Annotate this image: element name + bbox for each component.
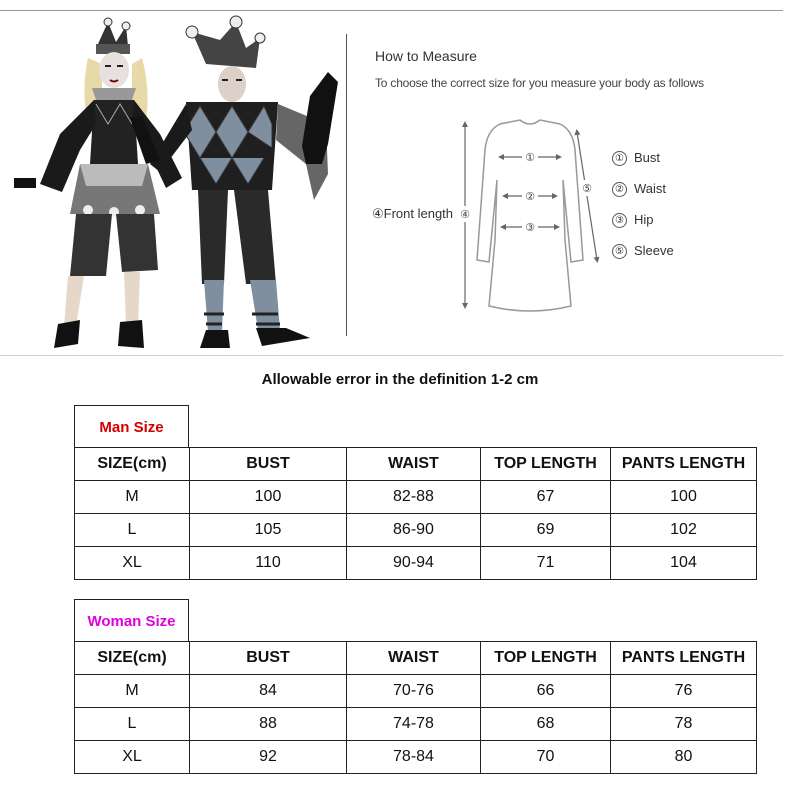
table-header-row	[75, 448, 757, 481]
header-cell: TOP LENGTH	[481, 448, 611, 481]
table-cell: M	[75, 481, 190, 514]
table-cell: 104	[611, 547, 757, 580]
table-cell: M	[75, 675, 190, 708]
header-cell: BUST	[190, 448, 347, 481]
table-cell: L	[75, 708, 190, 741]
table-cell: 82-88	[347, 481, 481, 514]
legend-bust	[612, 150, 660, 166]
legend-hip	[612, 212, 654, 228]
vertical-divider	[346, 34, 347, 336]
table-cell: XL	[75, 547, 190, 580]
table-row	[75, 481, 757, 514]
table-cell: 100	[190, 481, 347, 514]
table-row	[75, 547, 757, 580]
header-cell: SIZE(cm)	[75, 642, 190, 675]
front-length-marker: ④	[460, 208, 470, 221]
legend-number: ⑤	[612, 244, 627, 259]
table-cell: 84	[190, 675, 347, 708]
table-cell: 74-78	[347, 708, 481, 741]
waist-marker: ②	[525, 190, 535, 203]
table-header-row	[75, 642, 757, 675]
woman-figure	[14, 18, 182, 348]
table-row	[75, 741, 757, 774]
legend-number: ③	[612, 213, 627, 228]
table-cell: 88	[190, 708, 347, 741]
table-cell: 76	[611, 675, 757, 708]
bust-marker: ①	[525, 151, 535, 164]
section-divider	[0, 355, 783, 356]
legend-sleeve	[612, 243, 674, 259]
legend-number: ①	[612, 151, 627, 166]
table-row	[75, 675, 757, 708]
table-cell: 70-76	[347, 675, 481, 708]
dress-outline	[477, 120, 583, 311]
woman-size-table	[74, 641, 757, 774]
table-row	[75, 514, 757, 547]
table-cell: 70	[481, 741, 611, 774]
legend-label: Hip	[634, 212, 654, 227]
man-figure	[130, 16, 338, 348]
header-cell: WAIST	[347, 448, 481, 481]
header-cell: BUST	[190, 642, 347, 675]
sleeve-marker: ⑤	[582, 182, 592, 195]
table-cell: 102	[611, 514, 757, 547]
header-cell: WAIST	[347, 642, 481, 675]
costume-photo	[10, 14, 340, 352]
table-row	[75, 708, 757, 741]
header-cell: TOP LENGTH	[481, 642, 611, 675]
table-cell: 110	[190, 547, 347, 580]
legend-number: ②	[612, 182, 627, 197]
table-cell: XL	[75, 741, 190, 774]
legend-label: Bust	[634, 150, 661, 165]
measure-title: How to Measure	[375, 48, 477, 64]
front-length-label: ④Front length	[372, 206, 454, 221]
table-cell: 78	[611, 708, 757, 741]
table-cell: 78-84	[347, 741, 481, 774]
allowable-error-note: Allowable error in the definition 1-2 cm	[261, 371, 539, 388]
man-size-table	[74, 447, 757, 580]
table-cell: 67	[481, 481, 611, 514]
table-cell: 92	[190, 741, 347, 774]
table-cell: 90-94	[347, 547, 481, 580]
table-cell: 66	[481, 675, 611, 708]
table-cell: 68	[481, 708, 611, 741]
woman-size-title: Woman Size	[74, 599, 189, 642]
table-cell: 69	[481, 514, 611, 547]
measure-subtitle: To choose the correct size for you measure your body as follows	[375, 76, 704, 90]
table-cell: 80	[611, 741, 757, 774]
table-cell: 100	[611, 481, 757, 514]
table-cell: 71	[481, 547, 611, 580]
top-divider	[0, 10, 783, 11]
header-cell: SIZE(cm)	[75, 448, 190, 481]
header-cell: PANTS LENGTH	[611, 448, 757, 481]
table-cell: 105	[190, 514, 347, 547]
header-cell: PANTS LENGTH	[611, 642, 757, 675]
legend-label: Sleeve	[634, 243, 674, 258]
hip-marker: ③	[525, 221, 535, 234]
table-cell: L	[75, 514, 190, 547]
legend-label: Waist	[634, 181, 667, 196]
man-size-title: Man Size	[74, 405, 189, 448]
legend-waist	[612, 181, 666, 197]
table-cell: 86-90	[347, 514, 481, 547]
